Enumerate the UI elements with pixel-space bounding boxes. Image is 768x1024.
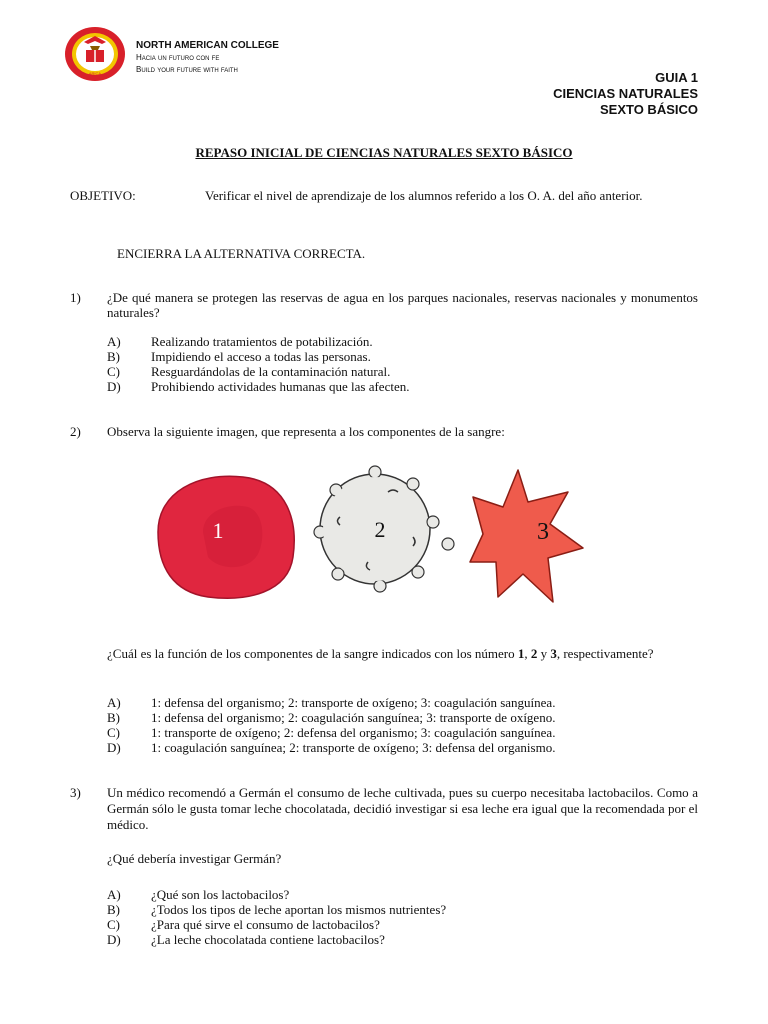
q3-option-d-text: ¿La leche chocolatada contiene lactobacilos?: [151, 932, 385, 947]
q2-sep-2: y: [537, 646, 551, 661]
q2-question-suffix: , respectivamente?: [556, 646, 654, 661]
guide-number: GUIA 1: [655, 70, 698, 85]
q1-option-d-text: Prohibiendo actividades humanas que las afecten.: [151, 379, 410, 394]
objective-text: Verificar el nivel de aprendizaje de los alumnos referido a los O. A. del año anterior.: [205, 188, 643, 203]
q2-option-c-letter: C): [107, 725, 120, 740]
red-blood-cell: [158, 476, 294, 598]
q3-number: 3): [70, 785, 81, 800]
school-logo: [64, 26, 126, 82]
q3-option-b-letter: B): [107, 902, 120, 917]
q2-option-a-letter: A): [107, 695, 121, 710]
school-name: NORTH AMERICAN COLLEGE: [136, 40, 279, 51]
school-block: [136, 40, 279, 76]
q3-option-a-letter: A): [107, 887, 121, 902]
q1-option-b-text: Impidiendo el acceso a todas las personas.: [151, 349, 371, 364]
guide-grade: SEXTO BÁSICO: [599, 102, 698, 117]
q1-option-c-letter: C): [107, 364, 120, 379]
q3-option-c-text: ¿Para qué sirve el consumo de lactobacilos?: [151, 917, 380, 932]
q1-option-a-letter: A): [107, 334, 121, 349]
instruction: ENCIERRA LA ALTERNATIVA CORRECTA.: [117, 246, 366, 261]
q3-option-b-text: ¿Todos los tipos de leche aportan los mismos nutrientes?: [151, 902, 447, 917]
school-motto-1: Hacia un futuro con fe: [136, 53, 220, 62]
q2-question: [107, 646, 698, 661]
q3-question: ¿Qué debería investigar Germán?: [107, 851, 282, 866]
q2-bold-3: 3: [550, 646, 557, 661]
q1-number: 1): [70, 290, 81, 305]
q2-text: Observa la siguiente imagen, que representa a los componentes de la sangre:: [107, 424, 505, 439]
q3-option-c-letter: C): [107, 917, 120, 932]
q3-option-a-text: ¿Qué son los lactobacilos?: [151, 887, 290, 902]
cell-label-2: 2: [374, 517, 386, 542]
q2-bold-1: 1: [517, 646, 525, 661]
q2-bold-2: 2: [530, 646, 538, 661]
guide-subject: CIENCIAS NATURALES: [553, 86, 698, 101]
white-blood-cell: [314, 466, 454, 592]
q1-option-a-text: Realizando tratamientos de potabilización.: [151, 334, 373, 349]
guide-heading: [553, 70, 698, 118]
q2-option-b-letter: B): [107, 710, 120, 725]
q3-option-d-letter: D): [107, 932, 121, 947]
blood-components-figure: [148, 462, 588, 612]
q2-sep-1: ,: [524, 646, 531, 661]
cell-label-1: 1: [212, 518, 224, 543]
platelet-cell: [470, 470, 583, 602]
page-title: REPASO INICIAL DE CIENCIAS NATURALES SEXTO BÁSICO: [195, 145, 573, 160]
q1-option-d-letter: D): [107, 379, 121, 394]
q1-option-b-letter: B): [107, 349, 120, 364]
q2-number: 2): [70, 424, 81, 439]
q1-text: ¿De qué manera se protegen las reservas de agua en los parques nacionales, reservas nacionales y monumentos naturales?: [107, 290, 698, 320]
q2-option-c-text: 1: transporte de oxígeno; 2: defensa del organismo; 3: coagulación sanguínea.: [151, 725, 556, 740]
cell-label-3: 3: [537, 519, 549, 545]
objective-label: OBJETIVO:: [70, 188, 136, 203]
q1-option-c-text: Resguardándolas de la contaminación natural.: [151, 364, 391, 379]
logo-text: ARICA: [88, 71, 102, 76]
q2-question-prefix: ¿Cuál es la función de los componentes de la sangre indicados con los número: [107, 646, 518, 661]
q3-text: Un médico recomendó a Germán el consumo de leche cultivada, pues su cuerpo necesitaba lactobacilos. Como a Germán sólo le gusta tomar leche chocolatada, decidió investigar si esa leche era igual que la recomendada por el médico.: [107, 785, 698, 832]
q2-option-d-text: 1: coagulación sanguínea; 2: transporte de oxígeno; 3: defensa del organismo.: [151, 740, 556, 755]
school-motto-2: Build your future with faith: [136, 65, 238, 74]
q2-option-b-text: 1: defensa del organismo; 2: coagulación sanguínea; 3: transporte de oxígeno.: [151, 710, 556, 725]
q2-option-a-text: 1: defensa del organismo; 2: transporte de oxígeno; 3: coagulación sanguínea.: [151, 695, 556, 710]
q2-option-d-letter: D): [107, 740, 121, 755]
